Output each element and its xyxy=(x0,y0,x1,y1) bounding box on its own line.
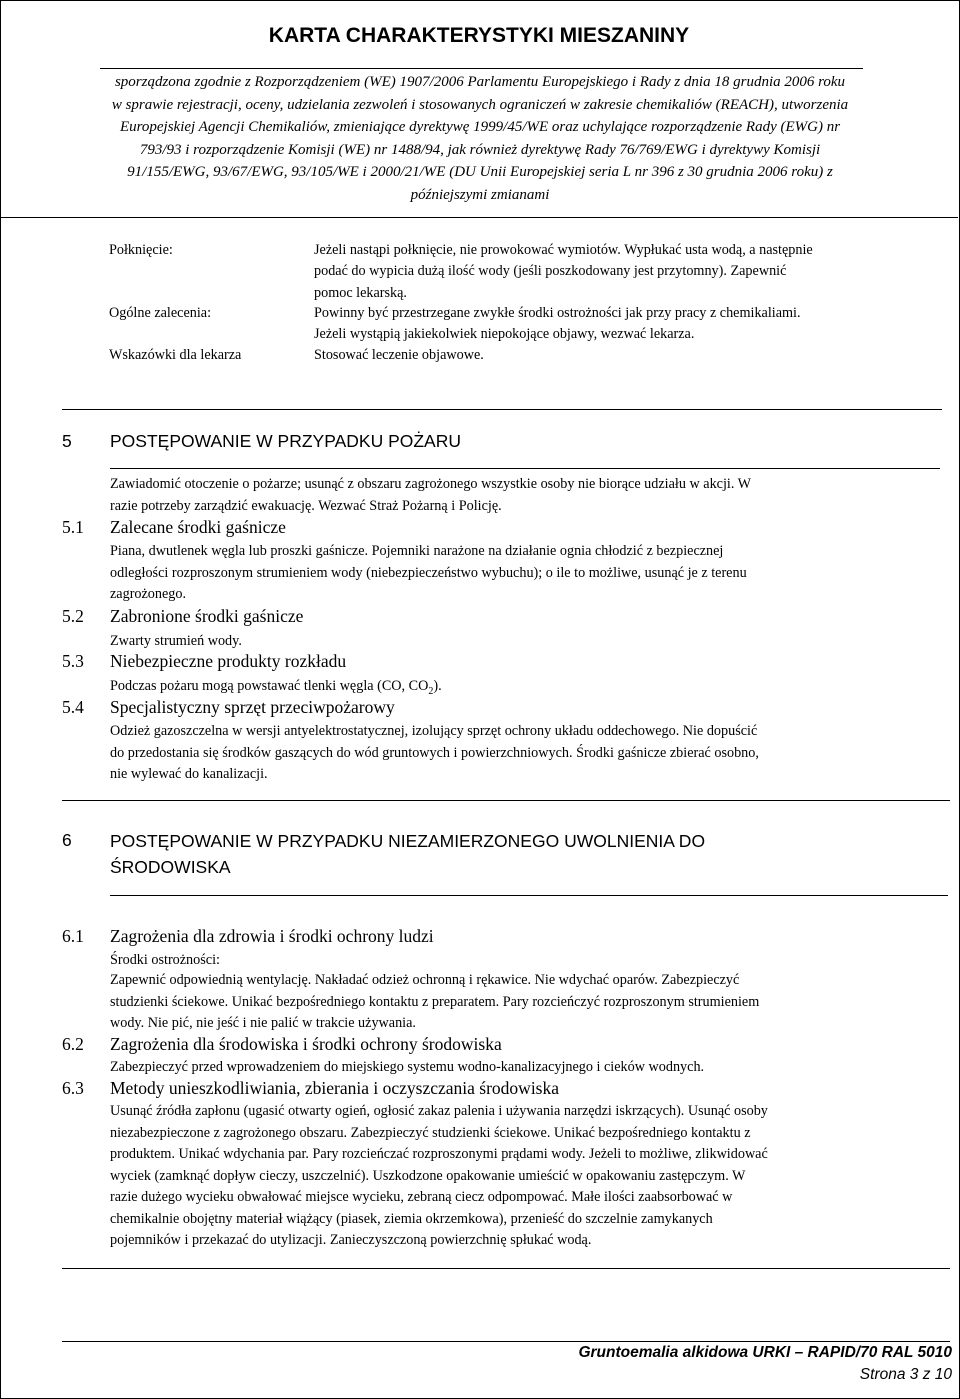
footer-product-name: Gruntoemalia alkidowa URKI – RAPID/70 RAL 5010 xyxy=(578,1344,952,1361)
swallow-text-line: Jeżeli nastąpi połknięcie, nie prowokować wymiotów. Wypłukać usta wodą, a następnie xyxy=(314,242,813,258)
subsection-6-2-number: 6.2 xyxy=(62,1034,84,1054)
text-part: ). xyxy=(433,678,442,694)
header-divider xyxy=(0,217,958,218)
subsection-5-2-title: Zabronione środki gaśnicze xyxy=(110,606,304,626)
text-part: Podczas pożaru mogą powstawać tlenki węgla (CO, CO xyxy=(110,678,429,694)
subsection-6-3-text xyxy=(110,1101,950,1252)
text-line: wyciek (zamknąć dopływ cieczy, uszczelnić). Uszkodzone opakowanie umieścić w opakowaniu zastępczym. W xyxy=(110,1167,746,1184)
text-line: razie potrzeby zarządzić ewakuację. Wezwać Straż Pożarną i Policję. xyxy=(110,497,502,514)
section-divider xyxy=(62,1268,950,1269)
subsection-6-1-title: Zagrożenia dla zdrowia i środki ochrony ludzi xyxy=(110,926,434,946)
subtitle-line: sporządzona zgodnie z Rozporządzeniem (WE) 1907/2006 Parlamentu Europejskiego i Rady z dnia 18 grudnia 2006 roku xyxy=(114,74,846,90)
section-divider xyxy=(62,800,950,801)
section-5-intro xyxy=(110,474,940,517)
subtitle-line: 91/155/EWG, 93/67/EWG, 93/105/WE i 2000/21/WE (DU Unii Europejskiej seria L nr 396 z 30 grudnia 2006 roku) z xyxy=(127,164,833,180)
subsection-5-3-number: 5.3 xyxy=(62,651,84,671)
text-line: produktem. Unikać wdychania par. Pary rozcieńczać rozproszonymi prądami wody. Jeżeli to możliwe, zlikwidować xyxy=(110,1146,768,1162)
general-label: Ogólne zalecenia: xyxy=(109,305,212,321)
regulation-subtitle xyxy=(40,71,920,206)
subsection-6-2-text: Zabezpieczyć przed wprowadzeniem do miejskiego systemu wodno-kanalizacyjnego i cieków wodnych. xyxy=(110,1059,705,1075)
section-6-number: 6 xyxy=(62,830,72,850)
footer-divider xyxy=(62,1341,950,1342)
text-line: zagrożonego. xyxy=(110,586,187,602)
text-line: odległości rozproszonym strumieniem wody (niebezpieczeństwo wybuchu); o ile to możliwe, usunąć je z terenu xyxy=(110,564,747,581)
section-6-underline xyxy=(110,895,948,896)
swallow-label: Połknięcie: xyxy=(109,242,173,258)
subsection-6-1-label: Środki ostrożności: xyxy=(110,952,220,968)
section-5-underline xyxy=(110,468,940,469)
text-line: Zawiadomić otoczenie o pożarze; usunąć z obszaru zagrożonego wszystkie osoby nie biorące udziału w akcji. W xyxy=(110,476,752,492)
section-5-title: POSTĘPOWANIE W PRZYPADKU POŻARU xyxy=(110,431,462,451)
subtitle-line: późniejszymi zmianami xyxy=(410,186,550,203)
text-line: Odzież gazoszczelna w wersji antyelektrostatycznej, izolujący sprzęt ochrony układu oddechowego. Nie dopuścić xyxy=(110,723,758,739)
swallow-text-line: pomoc lekarską. xyxy=(314,285,407,301)
subsection-5-1-number: 5.1 xyxy=(62,517,84,537)
subtitle-line: Europejskiej Agencji Chemikaliów, zmieniające dyrektywę 1999/45/WE oraz uchylające rozporządzenie Rady (EWG) nr xyxy=(119,119,841,135)
subsection-6-3-number: 6.3 xyxy=(62,1078,84,1098)
subsection-5-4-number: 5.4 xyxy=(62,697,84,717)
subsection-5-2-number: 5.2 xyxy=(62,606,84,626)
text-line: Usunąć źródła zapłonu (ugasić otwarty ogień, ogłosić zakaz palenia i używania narzędzi iskrzących). Usunąć osoby xyxy=(110,1103,768,1119)
title-underline xyxy=(100,68,863,69)
text-line: pojemników i przekazać do utylizacji. Zanieczyszczoną powierzchnię spłukać wodą. xyxy=(110,1232,592,1248)
general-text-line: Powinny być przestrzegane zwykłe środki ostrożności jak przy pracy z chemikaliami. xyxy=(314,305,801,321)
title-line: ŚRODOWISKA xyxy=(110,857,231,877)
subsection-6-1-number: 6.1 xyxy=(62,926,84,946)
text-line: Piana, dwutlenek węgla lub proszki gaśnicze. Pojemniki narażone na działanie ognia chłodzić z bezpiecznej xyxy=(110,543,724,559)
text-line: niezabezpieczone z zagrożonego obszaru. Zabezpieczyć studzienki ściekowe. Unikać bezpośredniego kontaktu z xyxy=(110,1124,751,1141)
section-6-title xyxy=(110,828,705,880)
text-line: chemikalnie obojętny materiał wiążący (piasek, ziemia okrzemkowa), przenieść do szczelnie zamykanych xyxy=(110,1210,713,1227)
text-line: studzienki ściekowe. Unikać bezpośredniego kontaktu z preparatem. Pary rozcieńczyć rozproszonym strumieniem xyxy=(110,993,760,1010)
document-title: KARTA CHARAKTERYSTYKI MIESZANINY xyxy=(268,24,690,47)
subsection-6-3-title: Metody unieszkodliwiania, zbierania i oczyszczania środowiska xyxy=(110,1078,560,1098)
title-line: POSTĘPOWANIE W PRZYPADKU NIEZAMIERZONEGO UWOLNIENIA DO xyxy=(110,831,706,851)
subsection-5-4-text xyxy=(110,721,950,786)
subsection-6-1-text xyxy=(110,970,950,1035)
text-line: do przedostania się środków gaszących do wód gruntowych i powierzchniowych. Środki gaśnicze zbierać osobno, xyxy=(110,744,759,761)
subsection-6-2-title: Zagrożenia dla środowiska i środki ochrony środowiska xyxy=(110,1034,502,1054)
subsection-5-3-title: Niebezpieczne produkty rozkładu xyxy=(110,651,347,671)
subsection-5-1-title: Zalecane środki gaśnicze xyxy=(110,517,286,537)
subsection-5-4-title: Specjalistyczny sprzęt przeciwpożarowy xyxy=(110,697,395,717)
text-line: Zapewnić odpowiednią wentylację. Nakładać odzież ochronną i rękawice. Nie wdychać oparów. Zabezpieczyć xyxy=(110,972,740,988)
text-line: nie wylewać do kanalizacji. xyxy=(110,766,268,782)
subtitle-line: w sprawie rejestracji, oceny, udzielania zezwoleń i stosowanych ograniczeń w zakresie chemikaliów (REACH), utworzenia xyxy=(111,96,849,113)
text-line: wody. Nie pić, nie jeść i nie palić w trakcie używania. xyxy=(110,1015,416,1031)
text-line: razie dużego wycieku obwałować miejsce wycieku, zebraną ciecz odpompować. Małe ilości zaabsorbować w xyxy=(110,1189,733,1205)
section-divider xyxy=(62,409,942,410)
subsection-5-1-text xyxy=(110,541,940,606)
subscript: 2 xyxy=(428,685,434,697)
general-text-line: Jeżeli wystąpią jakiekolwiek niepokojące objawy, wezwać lekarza. xyxy=(314,326,695,342)
footer-page-number: Strona 3 z 10 xyxy=(859,1366,952,1383)
section-5-number: 5 xyxy=(62,431,72,451)
doctor-label: Wskazówki dla lekarza xyxy=(109,347,242,363)
subsection-5-2-text: Zwarty strumień wody. xyxy=(110,633,242,649)
swallow-text-line: podać do wypicia dużą ilość wody (jeśli poszkodowany jest przytomny). Zapewnić xyxy=(314,263,787,279)
doctor-text: Stosować leczenie objawowe. xyxy=(314,347,484,363)
subtitle-line: 793/93 i rozporządzenie Komisji (WE) nr 1488/94, jak również dyrektywę Rady 76/769/EWG i dyrektywy Komisji xyxy=(139,141,821,158)
